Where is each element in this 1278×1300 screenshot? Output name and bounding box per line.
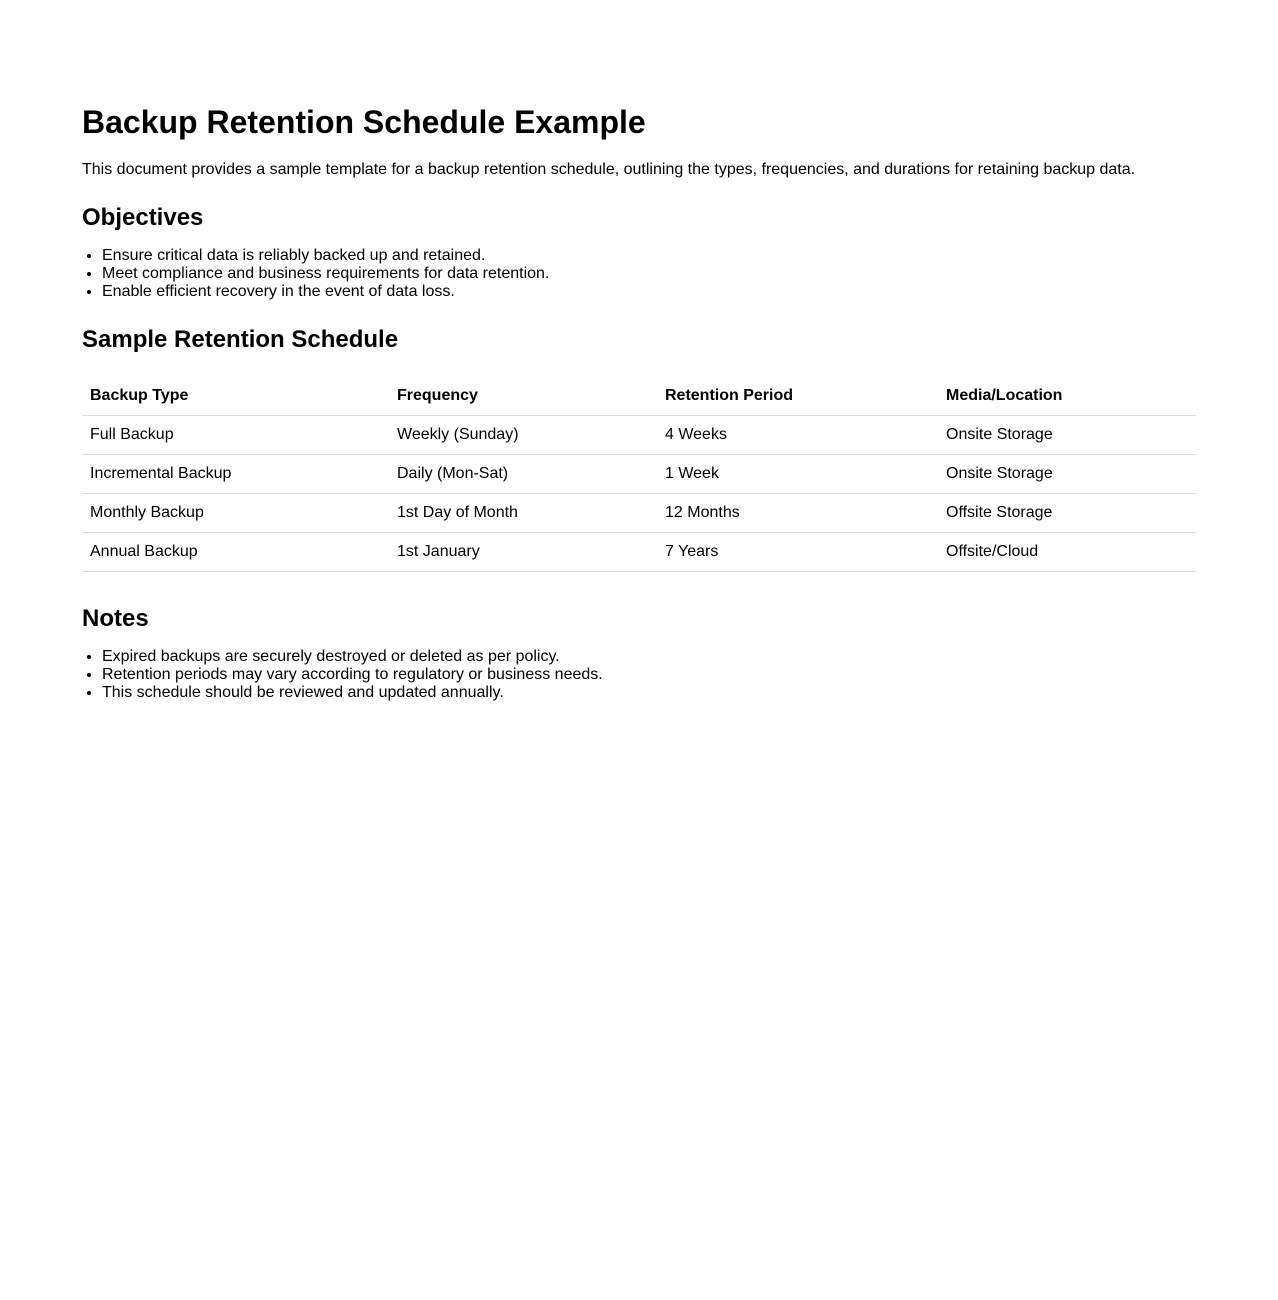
list-item: • Meet compliance and business requirements for data retention. (102, 265, 549, 283)
table-header-row (82, 377, 1196, 416)
cell-frequency: Weekly (Sunday) (389, 416, 657, 455)
cell-media-location: Offsite Storage (938, 494, 1196, 533)
column-header-media-location: Media/Location (938, 377, 1196, 416)
table-row (82, 455, 1196, 494)
cell-frequency: Daily (Mon-Sat) (389, 455, 657, 494)
cell-media-location: Onsite Storage (938, 416, 1196, 455)
notes-list (82, 648, 603, 702)
column-header-retention-period: Retention Period (657, 377, 938, 416)
cell-backup-type: Monthly Backup (82, 494, 389, 533)
cell-backup-type: Full Backup (82, 416, 389, 455)
objectives-list (82, 247, 549, 301)
column-header-backup-type: Backup Type (82, 377, 389, 416)
list-item: • Enable efficient recovery in the event of data loss. (102, 283, 549, 301)
list-item: • Ensure critical data is reliably backed up and retained. (102, 247, 549, 265)
column-header-frequency: Frequency (389, 377, 657, 416)
table-row (82, 533, 1196, 572)
intro-paragraph: This document provides a sample template for a backup retention schedule, outlining the types, frequencies, and durations for retaining backup data. (82, 161, 1136, 178)
table-row (82, 416, 1196, 455)
cell-media-location: Offsite/Cloud (938, 533, 1196, 572)
list-item: • Expired backups are securely destroyed or deleted as per policy. (102, 648, 603, 666)
notes-heading: Notes (82, 605, 149, 632)
cell-retention-period: 1 Week (657, 455, 938, 494)
cell-retention-period: 7 Years (657, 533, 938, 572)
cell-frequency: 1st January (389, 533, 657, 572)
cell-backup-type: Incremental Backup (82, 455, 389, 494)
cell-retention-period: 12 Months (657, 494, 938, 533)
table-row (82, 494, 1196, 533)
list-item: • This schedule should be reviewed and updated annually. (102, 684, 603, 702)
schedule-heading: Sample Retention Schedule (82, 326, 399, 353)
list-item: • Retention periods may vary according to regulatory or business needs. (102, 666, 603, 684)
objectives-heading: Objectives (82, 204, 204, 231)
cell-media-location: Onsite Storage (938, 455, 1196, 494)
cell-frequency: 1st Day of Month (389, 494, 657, 533)
page-title: Backup Retention Schedule Example (82, 104, 646, 140)
cell-backup-type: Annual Backup (82, 533, 389, 572)
retention-schedule-table (82, 377, 1196, 572)
cell-retention-period: 4 Weeks (657, 416, 938, 455)
